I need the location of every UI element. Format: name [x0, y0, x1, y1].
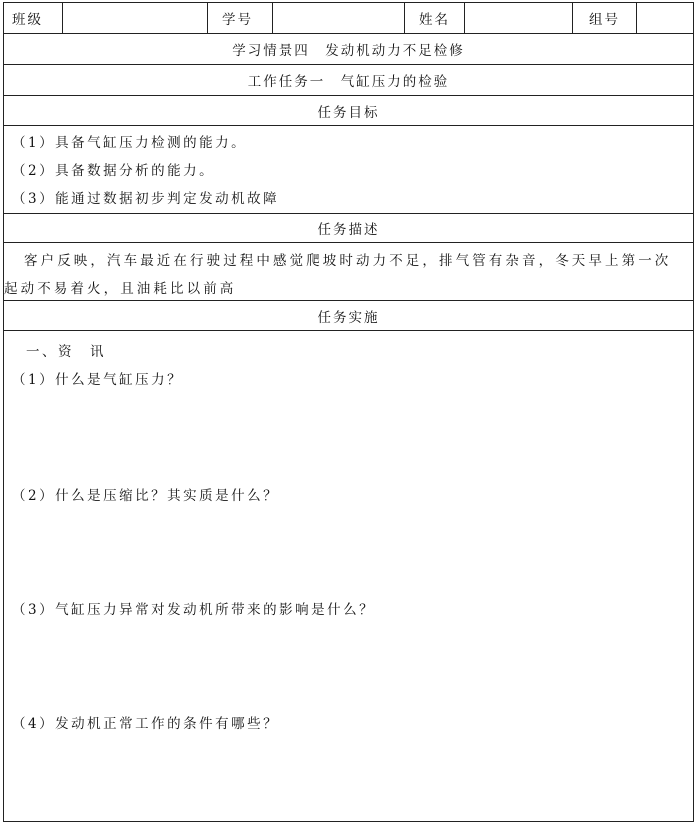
- question-item: （1）什么是气缸压力？: [12, 372, 184, 388]
- objective-item: （1）具备气缸压力检测的能力。: [12, 135, 248, 151]
- objectives-heading: 任务目标: [4, 96, 693, 126]
- student-id-label: 学号: [208, 3, 273, 33]
- description-line: 起动不易着火，且油耗比以前高: [4, 281, 237, 297]
- description-body: [4, 243, 693, 301]
- name-label: 姓名: [405, 3, 465, 33]
- question-item: （3）气缸压力异常对发动机所带来的影响是什么？: [12, 602, 376, 618]
- scenario-title: 学习情景四 发动机动力不足检修: [4, 34, 693, 65]
- implementation-heading: 任务实施: [4, 301, 693, 331]
- objective-item: （2）具备数据分析的能力。: [12, 163, 216, 179]
- question-item: （4）发动机正常工作的条件有哪些？: [12, 716, 280, 732]
- description-line: 客户反映，汽车最近在行驶过程中感觉爬坡时动力不足，排气管有杂音，冬天早上第一次: [24, 253, 672, 269]
- class-label: 班级: [4, 3, 63, 33]
- student-id-field[interactable]: [273, 3, 405, 33]
- question-item: （2）什么是压缩比？其实质是什么？: [12, 488, 280, 504]
- student-info-row: [4, 3, 693, 34]
- objectives-body: [4, 126, 693, 214]
- worksheet-table: [3, 2, 694, 822]
- group-field[interactable]: [637, 3, 693, 33]
- name-field[interactable]: [465, 3, 573, 33]
- description-heading: 任务描述: [4, 214, 693, 243]
- section-heading: 一、资 讯: [26, 344, 106, 360]
- class-field[interactable]: [63, 3, 208, 33]
- task-title: 工作任务一 气缸压力的检验: [4, 65, 693, 96]
- objective-item: （3）能通过数据初步判定发动机故障: [12, 191, 280, 207]
- group-label: 组号: [573, 3, 637, 33]
- implementation-body: [4, 331, 693, 821]
